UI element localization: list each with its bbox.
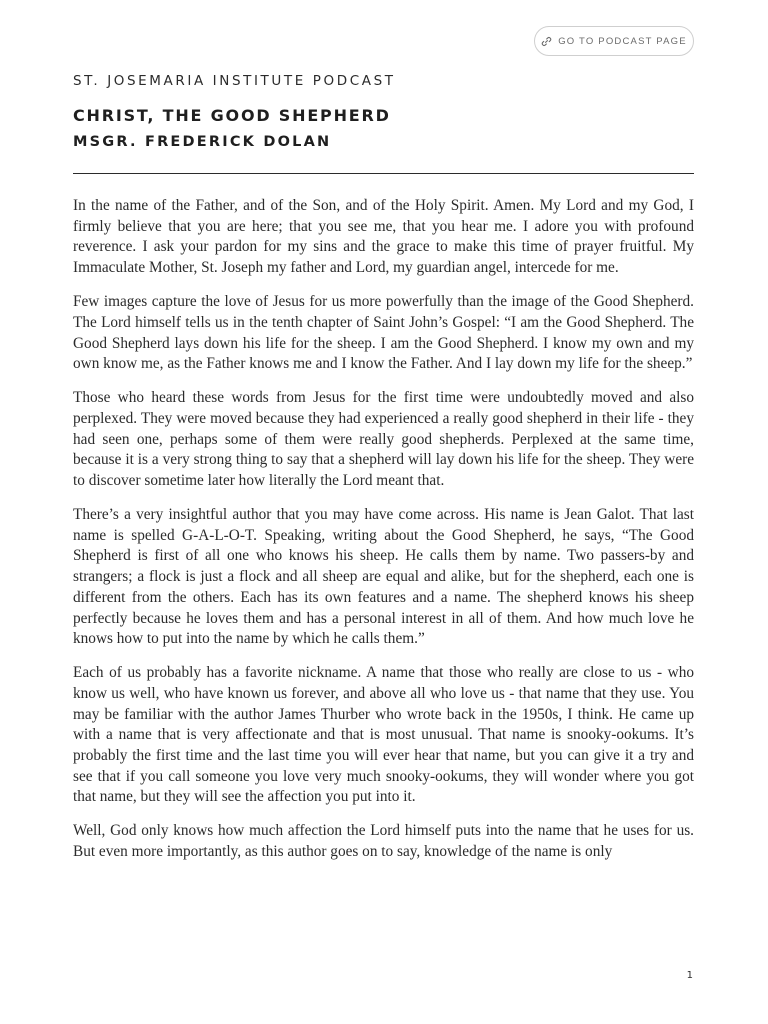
go-to-podcast-page-label: GO TO PODCAST PAGE [558, 35, 687, 47]
transcript-paragraph: There’s a very insightful author that you may have come across. His name is Jean Galot. That last name is spelled G-A-L-O-T. Speaking, writing about the Good Shepherd, he says, “The Good Shepherd is first of all one who knows his sheep. He calls them by name. Two passers-by and strangers; a flock is just a flock and all sheep are equal and alike, but for the shepherd, each one is different from the others. Each has its own features and a name. The shepherd knows his sheep perfectly because he loves them and has a personal interest in all of them. And how much love he knows how to put into the name by which he calls them.” [73, 506, 694, 648]
page-number: 1 [686, 970, 693, 981]
podcast-series-label: ST. JOSEMARIA INSTITUTE PODCAST [73, 73, 396, 89]
go-to-podcast-page-button[interactable] [534, 26, 694, 56]
transcript-paragraph: Those who heard these words from Jesus for the first time were undoubtedly moved and also perplexed. They were moved because they had experienced a really good shepherd in their life - they had seen one, perhaps some of them were really good shepherds. Perplexed at the same time, because it is a very strong thing to say that a shepherd will lay down his life for the sheep. They were to discover sometime later how literally the Lord meant that. [73, 389, 694, 490]
transcript-paragraph: In the name of the Father, and of the Son, and of the Holy Spirit. Amen. My Lord and my God, I firmly believe that you are here; that you see me, that you hear me. I adore you with profound reverence. I ask your pardon for my sins and the grace to make this time of prayer fruitful. My Immaculate Mother, St. Joseph my father and Lord, my guardian angel, intercede for me. [73, 197, 694, 277]
transcript-body [73, 196, 694, 876]
episode-author: MSGR. FREDERICK DOLAN [73, 134, 332, 150]
episode-title: CHRIST, THE GOOD SHEPHERD [73, 106, 391, 125]
link-icon [541, 36, 552, 47]
header-divider [73, 173, 694, 174]
transcript-paragraph: Well, God only knows how much affection the Lord himself puts into the name that he uses for us. But even more importantly, as this author goes on to say, knowledge of the name is only [73, 822, 694, 861]
transcript-paragraph: Few images capture the love of Jesus for us more powerfully than the image of the Good Shepherd. The Lord himself tells us in the tenth chapter of Saint John’s Gospel: “I am the Good Shepherd. The Good Shepherd lays down his life for the sheep. I am the Good Shepherd. I know my own and my own know me, as the Father knows me and I know the Father. And I lay down my life for the sheep.” [73, 293, 694, 373]
transcript-paragraph: Each of us probably has a favorite nickname. A name that those who really are close to us - who know us well, who have known us forever, and above all who love us - that name that they use. You may be familiar with the author James Thurber who wrote back in the 1950s, I think. He came up with a name that is very affectionate and that is most unusual. That name is snooky-ookums. It’s probably the first time and the last time you will ever hear that name, but you can give it a try and see that if you call someone you love very much snooky-ookums, they will wonder where you got that name, but they will see the affection you put into it. [73, 664, 694, 806]
